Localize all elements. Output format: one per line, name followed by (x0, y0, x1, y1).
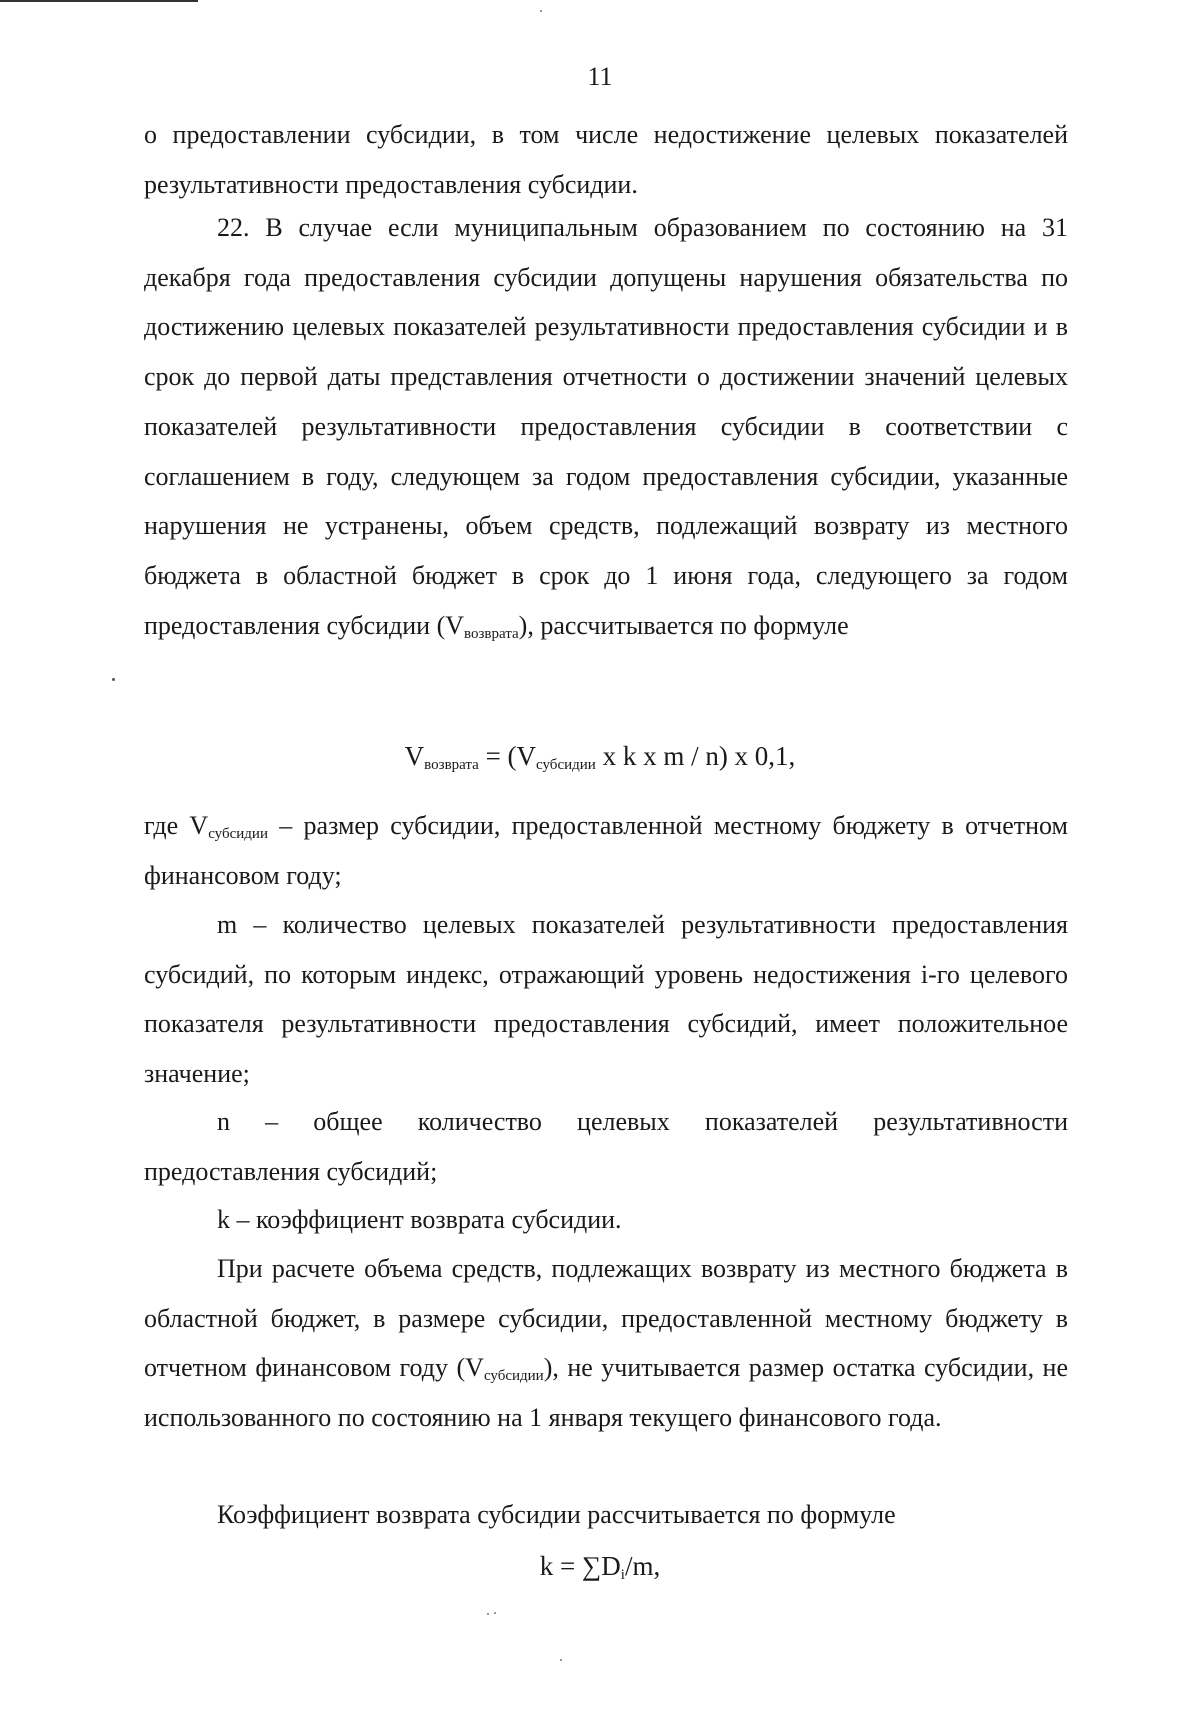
definition-m: m – количество целевых показателей результативности предоставления субсидий, по которым индекс, отражающий уровень недостижения i-го целевого показателя результативности предоставления субсидий, имеет положительное значение; (144, 910, 1068, 1089)
scan-speck (494, 1612, 496, 1614)
formula-coefficient: $k = \sum D_i/m$, (539, 1551, 661, 1583)
paragraph-22-end: ), рассчитывается по формуле (518, 610, 849, 640)
paragraph-continuation: о предоставлении субсидии, в том числе недостижение целевых показателей результативности предоставления субсидии. (144, 120, 1068, 199)
paragraph-calculation-note: При расчете объема средств, подлежащих возврату из местного бюджета в областной бюджет, в размере субсидии, предоставленной местному бюджету в отчетном финансовом году $(V_{субсидии})$, не учитывается размер остатка субсидии, не использованного по состоянию на 1 января текущего финансового года. (144, 1254, 1068, 1433)
paragraph-22 (144, 203, 1068, 650)
subscript-vozvrata: возврата (464, 625, 519, 642)
definition-n: n – общее количество целевых показателей результативности предоставления субсидий; (144, 1107, 1068, 1186)
scan-speck (540, 10, 542, 12)
paragraph-22-text: 22. В случае если муниципальным образованием по состоянию на 31 декабря года предоставления субсидии допущены нарушения обязательства по достижению целевых показателей результативности предоставления субсидии и в срок до первой даты представления отчетности о достижении значений целевых показателей результативности предоставления субсидии в соответствии с соглашением в году, следующем за годом предоставления субсидии, указанные нарушения не устранены, объем средств, подлежащий возврату из местного бюджета в областной бюджет в срок до 1 июня года, следующего за годом предоставления субсидии (V (144, 213, 1068, 640)
definition-k: k – коэффициент возврата субсидии. (217, 1205, 622, 1234)
formula-return-volume: $V_{возврата} = (V_{субсидии}$ x k x m / n) x 0,1, (404, 741, 796, 773)
top-edge-rule (0, 0, 198, 2)
paragraph-coefficient-intro: Коэффициент возврата субсидии рассчитывается по формуле (217, 1500, 896, 1529)
scan-speck (560, 1659, 562, 1661)
scan-mark-dot (112, 678, 115, 681)
scan-speck (487, 1613, 489, 1615)
page-number: 11 (587, 62, 613, 91)
definition-v-subsidy: где $V_{субсидии}$ – размер субсидии, предоставленной местному бюджету в отчетном финансовом году; (144, 811, 1068, 890)
